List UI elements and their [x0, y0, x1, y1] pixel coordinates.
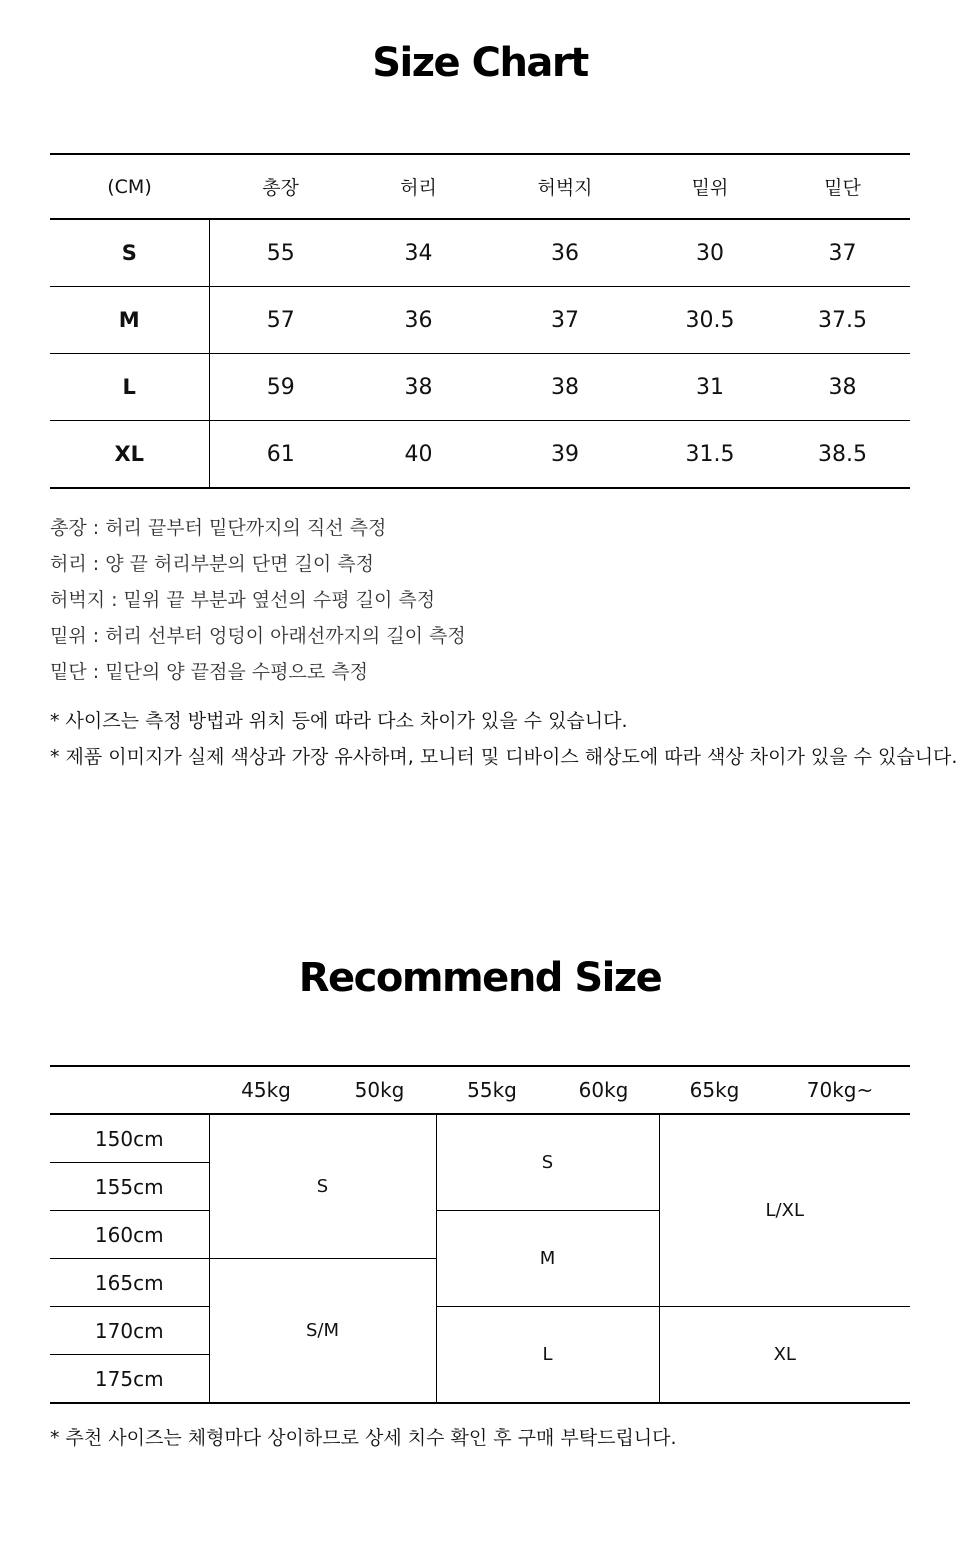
table-cell: 30 — [645, 219, 775, 287]
table-cell: 31.5 — [685, 441, 735, 467]
height-label: 175cm — [50, 1355, 209, 1404]
size-label: S — [50, 219, 209, 287]
table-cell: 37.5 — [775, 287, 910, 354]
table-cell: 38.5 — [818, 441, 867, 467]
table-cell: 55 — [209, 219, 352, 287]
height-label: 160cm — [50, 1211, 209, 1259]
table-cell: 39 — [551, 441, 579, 467]
weight-header: 65kg — [659, 1066, 770, 1114]
table-cell: 34 — [352, 219, 485, 287]
size-chart-title: Size Chart — [372, 40, 588, 86]
recommend-size-table — [50, 1065, 910, 1404]
weight-header: 60kg — [548, 1066, 659, 1114]
table-cell: 37 — [485, 287, 645, 354]
table-row — [50, 287, 910, 354]
weight-header: 70kg~ — [770, 1066, 910, 1114]
unit-header: (CM) — [50, 154, 209, 219]
recommend-cell-s-light: S — [209, 1114, 436, 1259]
size-chart-table — [50, 153, 910, 489]
recommend-cell-xl: XL — [659, 1307, 910, 1404]
recommend-note: * 추천 사이즈는 체형마다 상이하므로 상세 치수 확인 후 구매 부탁드립니다. — [50, 1427, 677, 1449]
height-row — [50, 1307, 910, 1355]
table-cell: 30.5 — [645, 287, 775, 354]
table-cell: 38 — [352, 354, 485, 421]
recommend-size-title: Recommend Size — [298, 955, 662, 1001]
weight-header-row — [50, 1066, 910, 1114]
disclaimers — [50, 703, 957, 775]
corner-cell — [50, 1066, 209, 1114]
height-row — [50, 1114, 910, 1163]
disclaimer-color: * 제품 이미지가 실제 색상과 가장 유사하며, 모니터 및 디바이스 해상도에 따라 색상 차이가 있을 수 있습니다. — [50, 746, 958, 768]
table-cell: 37 — [775, 219, 910, 287]
table-cell: 38 — [485, 354, 645, 421]
disclaimer-measurement: * 사이즈는 측정 방법과 위치 등에 따라 다소 차이가 있을 수 있습니다. — [50, 710, 628, 732]
recommend-cell-sm-light: S/M — [209, 1259, 436, 1404]
table-cell: 36 — [352, 287, 485, 354]
note-total-length: 총장 : 허리 끝부터 밑단까지의 직선 측정 — [50, 517, 387, 539]
waist-header: 허리 — [352, 154, 485, 219]
table-row — [50, 219, 910, 287]
hem-header: 밑단 — [775, 154, 910, 219]
table-cell: 38 — [775, 354, 910, 421]
table-cell: 36 — [485, 219, 645, 287]
size-chart-header-row — [50, 154, 910, 219]
measurement-notes — [50, 510, 466, 690]
table-cell: 61 — [266, 441, 295, 467]
table-cell: 59 — [209, 354, 352, 421]
note-thigh: 허벅지 : 밑위 끝 부분과 옆선의 수평 길이 측정 — [50, 589, 436, 611]
recommend-cell-m-mid: M — [436, 1211, 659, 1307]
rise-header: 밑위 — [645, 154, 775, 219]
height-label: 165cm — [50, 1259, 209, 1307]
height-label: 170cm — [50, 1307, 209, 1355]
total-length-header: 총장 — [209, 154, 352, 219]
weight-header: 55kg — [436, 1066, 548, 1114]
table-cell: 57 — [209, 287, 352, 354]
recommend-cell-s-mid: S — [436, 1114, 659, 1211]
note-rise: 밑위 : 허리 선부터 엉덩이 아래선까지의 길이 측정 — [50, 625, 466, 647]
note-hem: 밑단 : 밑단의 양 끝점을 수평으로 측정 — [50, 661, 368, 683]
height-label: 155cm — [50, 1163, 209, 1211]
weight-header: 50kg — [323, 1066, 436, 1114]
size-label: M — [50, 287, 209, 354]
thigh-header: 허벅지 — [485, 154, 645, 219]
note-waist: 허리 : 양 끝 허리부분의 단면 길이 측정 — [50, 553, 374, 575]
size-label: XL — [50, 421, 209, 489]
table-cell: 40 — [404, 441, 433, 467]
table-cell: 31 — [645, 354, 775, 421]
recommend-cell-lxl: L/XL — [659, 1114, 910, 1307]
size-label: L — [50, 354, 209, 421]
height-label: 150cm — [50, 1114, 209, 1163]
weight-header: 45kg — [209, 1066, 323, 1114]
table-row — [50, 421, 910, 489]
table-row — [50, 354, 910, 421]
recommend-cell-l-mid: L — [436, 1307, 659, 1404]
